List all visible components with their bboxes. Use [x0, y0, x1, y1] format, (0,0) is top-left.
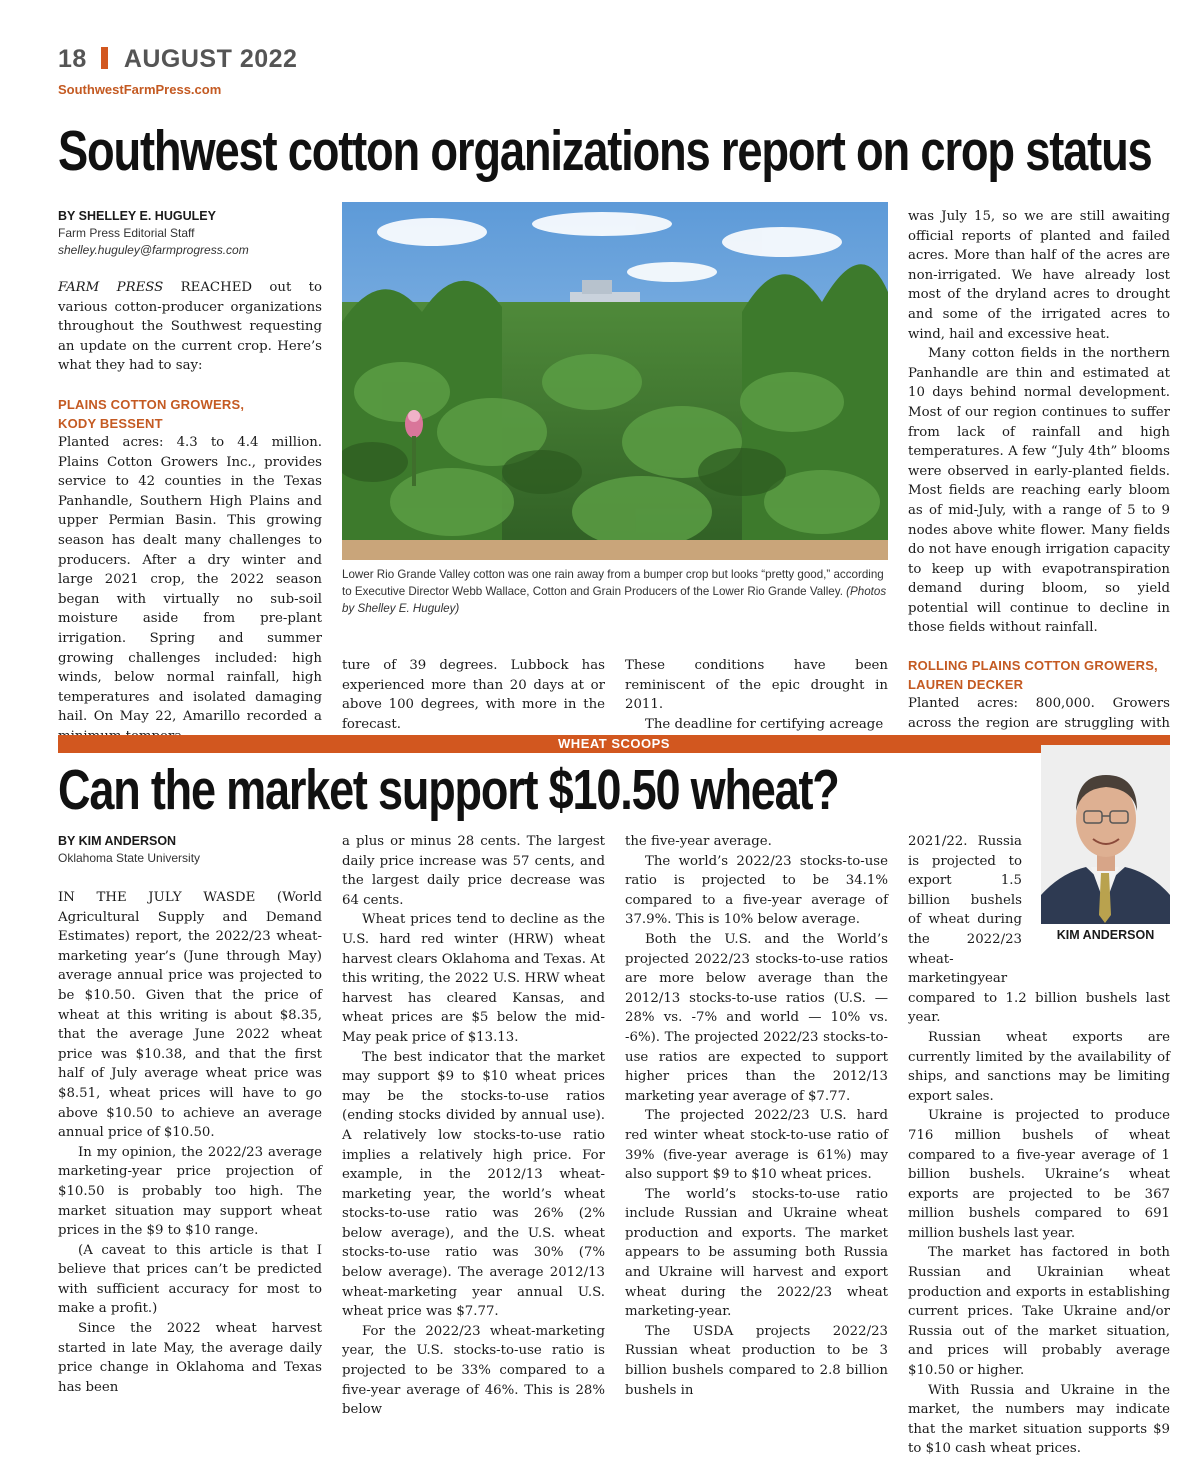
body-paragraph: compared to 1.2 billion bushels last year.: [908, 990, 1170, 1026]
intro-lead: FARM PRESS: [58, 280, 164, 295]
section-head-line: LAUREN DECKER: [908, 677, 1024, 693]
caption-text: Lower Rio Grande Valley cotton was one rain away from a bumper crop but looks “pretty good,” according to Executive Director Webb Wallace, Cotton and Grain Producers of the Lower Rio Grande Valley.: [342, 568, 884, 598]
body-paragraph: a plus or minus 28 cents. The largest daily price increase was 57 cents, and the largest daily price decrease was 64 cents.: [342, 834, 605, 908]
folio: [58, 45, 297, 74]
body-paragraph: The world’s stocks-to-use ratio include Russian and Ukraine wheat production and exports. The market appears to be assuming both Russia and Ukraine will harvest and export wheat during the 2022/23 wheat marketing-year.: [625, 1186, 888, 1320]
intro-text: REACHED out to various cotton-producer organizations throughout the Southwest requesting an update on the current crop. Here’s what they had to say:: [58, 280, 322, 374]
body-paragraph: Both the U.S. and the World’s projected 2022/23 stocks-to-use ratios are more below average than the 2012/13 stocks-to-use ratios (U.S. — 28% vs. -7% and world — 10% vs. -6%). The projected 2022/23 stocks-to-use ratios are expected to support higher prices than the 2012/13 marketing year average of $7.77.: [625, 931, 888, 1104]
body-paragraph: In my opinion, the 2022/23 average marketing-year price projection of $10.50 is probably too high. The market situation may support wheat prices in the $9 to $10 range.: [58, 1144, 322, 1239]
article1-column-2: [342, 656, 605, 734]
section-banner: WHEAT SCOOPS: [58, 735, 1170, 753]
section-head-line: ROLLING PLAINS COTTON GROWERS,: [908, 658, 1158, 674]
body-paragraph: ture of 39 degrees. Lubbock has experienced more than 20 days at or above 100 degrees, with more in the forecast.: [342, 658, 605, 732]
intro-paragraph: [58, 278, 322, 376]
portrait-label: KIM ANDERSON: [1056, 928, 1155, 942]
section-head-line: PLAINS COTTON GROWERS,: [58, 396, 245, 412]
article2-column-4: [908, 832, 1170, 1459]
photo-credit: (Photos by Shelley E. Huguley): [342, 585, 887, 615]
body-paragraph: The world’s 2022/23 stocks-to-use ratio is projected to be 34.1% compared to a five-year average of 37.9%. This is 10% below average.: [625, 853, 888, 928]
article2-headline: Can the market support $10.50 wheat?: [58, 758, 839, 822]
article1-headline: Southwest cotton organizations report on crop status: [58, 119, 1152, 183]
body-paragraph: The projected 2022/23 U.S. hard red winter wheat stock-to-use ratio of 39% (five-year average is 61%) may also support $9 to $10 wheat prices.: [625, 1108, 888, 1183]
article2-column-3: [625, 832, 888, 1400]
body-paragraph: Wheat prices tend to decline as the U.S. hard red winter (HRW) wheat harvest clears Oklahoma and Texas. At this writing, the 2022 U.S. HRW wheat harvest has cleared Kansas, and wheat prices are $5 below the mid-May peak price of $13.13.: [342, 912, 605, 1045]
article1-column-1: [58, 208, 322, 746]
byline-org: Oklahoma State University: [58, 851, 201, 865]
article2-column-2: [342, 832, 605, 1420]
body-paragraph: (A caveat to this article is that I believe that prices can’t be predicted with sufficient accuracy for most to make a profit.): [58, 1242, 322, 1317]
body-paragraph: The deadline for certifying acreage: [645, 716, 884, 732]
body-paragraph: With Russia and Ukraine in the market, the numbers may indicate that the market situation supports $9 to $10 cash wheat prices.: [908, 1382, 1170, 1457]
body-paragraph: was July 15, so we are still awaiting official reports of planted and failed acres. More than half of the acres are non-irrigated. We have already lost most of the dryland acres to drought and some of the irrigated acres to wind, hail and excessive heat.: [908, 209, 1170, 342]
byline: BY SHELLEY E. HUGULEY: [58, 209, 216, 223]
article1-column-3: [625, 656, 888, 734]
cotton-field-photo: [342, 202, 888, 560]
body-paragraph: Ukraine is projected to produce 716 million bushels of wheat compared to a five-year average of 1 billion bushels. Ukraine’s wheat exports are projected to be 367 million bushels compared to 691 million bushels last year.: [908, 1108, 1170, 1241]
byline-email[interactable]: shelley.huguley@farmprogress.com: [58, 243, 249, 257]
body-paragraph: The USDA projects 2022/23 Russian wheat production to be 3 billion bushels compared to 2.8 billion bushels in: [625, 1323, 888, 1398]
folio-divider: [101, 47, 108, 69]
article1-column-4: [908, 207, 1170, 753]
body-paragraph: IN THE JULY WASDE (World Agricultural Supply and Demand Estimates) report, the 2022/23 wheat-marketing year’s (June through May) average annual price was projected to be $10.50. Given that the price of wheat at this writing is about $8.35, that the average June 2022 wheat price was $10.38, and that the first half of July average wheat price was $8.51, wheat prices will have to go above $10.50 to achieve an average annual price of $10.50.: [58, 890, 322, 1141]
body-paragraph: These conditions have been reminiscent of the epic drought in 2011.: [625, 658, 888, 713]
section-head-rolling-plains: [908, 656, 1170, 694]
article2-column-1: [58, 833, 322, 1397]
byline: BY KIM ANDERSON: [58, 834, 177, 848]
website-link[interactable]: SouthwestFarmPress.com: [58, 82, 222, 97]
section-head-line: KODY BESSENT: [58, 415, 163, 431]
photo-caption: [342, 566, 888, 617]
body-paragraph: Many cotton fields in the northern Panhandle are thin and estimated at 10 days behind normal development. Most of our region continues to suffer from lack of rainfall and high temperatures. A few “July 4th” blooms were observed in early-planted fields. Most fields are reaching early bloom as of mid-July, with a range of 5 to 9 nodes above white flower. Many fields do not have enough irrigation capacity to keep up with evapotranspiration demand during bloom, so yield potential will continue to decline in those fields without rainfall.: [908, 346, 1170, 636]
body-paragraph: Planted acres: 800,000. Growers across the region are struggling with: [908, 696, 1170, 731]
body-paragraph: The market has factored in both Russian and Ukrainian wheat production and exports in establishing current prices. Take Ukraine and/or Russia out of the market situation, and prices will probably average $10.50 or higher.: [908, 1245, 1170, 1379]
body-paragraph: the five-year average.: [625, 834, 772, 849]
section-head-plains: [58, 395, 322, 433]
body-paragraph: Since the 2022 wheat harvest started in late May, the average daily price change in Oklahoma and Texas has been: [58, 1321, 322, 1395]
body-paragraph: Russian wheat exports are currently limited by the availability of ships, and sanctions may be limiting export sales.: [908, 1029, 1170, 1104]
cotton-field-illustration: [342, 202, 888, 560]
body-paragraph: For the 2022/23 wheat-marketing year, the U.S. stocks-to-use ratio is projected to be 33% compared to a five-year average of 46%. This is 28% below: [342, 1323, 605, 1418]
byline-role: Farm Press Editorial Staff: [58, 226, 195, 240]
body-paragraph: 2021/22. Russia is projected to export 1.5 billion bushels of wheat during the 2022/23 wheat-marketingyear: [908, 834, 1022, 987]
page-number: 18: [58, 45, 87, 73]
body-paragraph: Planted acres: 4.3 to 4.4 million. Plains Cotton Growers Inc., provides service to 42 counties in the Texas Panhandle, Southern High Plains and upper Permian Basin. This growing season has dealt many challenges to producers. After a dry winter and large 2021 crop, the 2022 season began with virtually no sub-soil moisture aside from pre-plant irrigation. Spring and summer growing challenges included: high winds, below normal rainfall, high temperatures and isolated damaging hail. On May 22, Amarillo recorded a: [58, 434, 322, 725]
body-paragraph: The best indicator that the market may support $9 to $10 wheat prices may be the stocks-to-use ratios (ending stocks divided by annual use). A relatively low stocks-to-use ratio implies a relatively high price. For example, in the 2012/13 wheat-marketing year, the world’s wheat stocks-to-use ratio was 26% (2% below average), and the U.S. wheat stocks-to-use ratio was 30% (7% below average). The average 2012/13 wheat-marketing year annual U.S. wheat price was $7.77.: [342, 1049, 605, 1320]
issue-date: AUGUST 2022: [123, 45, 298, 73]
